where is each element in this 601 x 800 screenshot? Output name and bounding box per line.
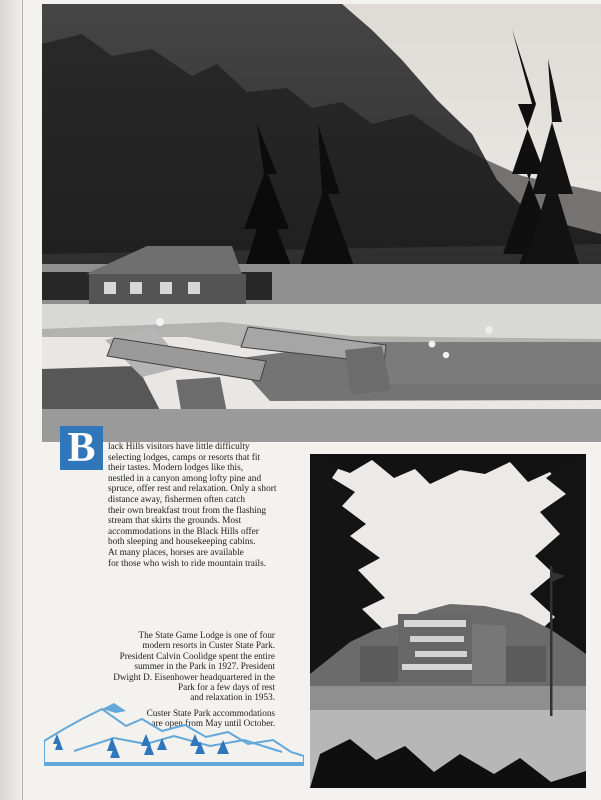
intro-line: their tastes. Modern lodges like this, (108, 463, 244, 474)
caption-line: Dwight D. Eisenhower headquartered in the (113, 671, 275, 682)
caption-line: President Calvin Coolidge spent the entire (119, 650, 275, 661)
intro-line: spruce, offer rest and relaxation. Only a short (108, 484, 277, 495)
state-game-lodge-photo (310, 454, 586, 788)
intro-line: distance away, fishermen often catch (108, 494, 245, 505)
intro-line: lack Hills visitors have little difficulty (108, 442, 250, 452)
intro-line: both sleeping and housekeeping cabins. (108, 537, 256, 548)
caption-line: and relaxation in 1953. (190, 692, 275, 703)
intro-line: selecting lodges, camps or resorts that fit (108, 452, 261, 463)
page-fold-line (22, 0, 23, 800)
intro-paragraph (108, 442, 298, 569)
intro-line: for those who wish to ride mountain trails. (108, 558, 267, 569)
top-lodge-photo (42, 4, 601, 442)
caption-closing-line: Custer State Park accommodations (146, 707, 275, 718)
drop-cap-letter: B (60, 426, 103, 470)
caption-closing-line: are open from May until October. (151, 718, 275, 729)
caption-line: modern resorts in Custer State Park. (142, 640, 275, 651)
caption-line: The State Game Lodge is one of four (138, 630, 275, 640)
intro-line: stream that skirts the grounds. Most (108, 516, 242, 527)
page-spine-shadow (0, 0, 22, 800)
blue-mountain-illustration (44, 691, 304, 771)
caption-line: Park for a few days of rest (178, 682, 275, 693)
intro-line: At many places, horses are available (108, 547, 244, 558)
intro-line: nestled in a canyon among lofty pine and (108, 473, 262, 484)
caption-line: summer in the Park in 1927. President (134, 661, 275, 672)
intro-line: accommodations in the Black Hills offer (108, 526, 259, 537)
intro-line: their own breakfast trout from the flashing (108, 505, 267, 516)
